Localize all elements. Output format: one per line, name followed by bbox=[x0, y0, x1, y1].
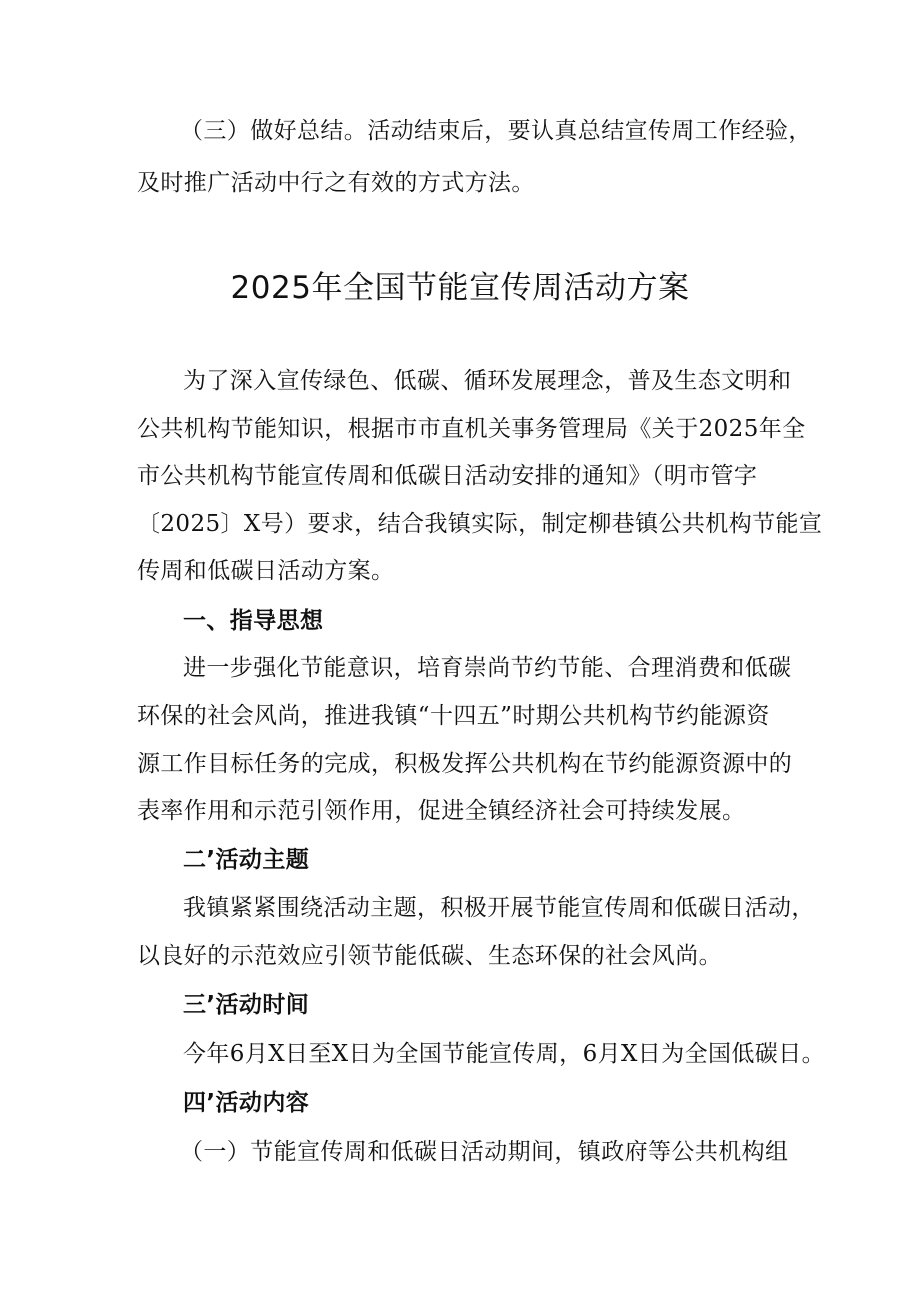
intro-line-4: 〔2025〕X号）要求，结合我镇实际，制定柳巷镇公共机构节能宣 bbox=[137, 511, 823, 537]
document-title: 2025年全国节能宣传周活动方案 bbox=[230, 270, 690, 306]
section-4-line-1: （一）节能宣传周和低碳日活动期间，镇政府等公共机构组 bbox=[180, 1139, 789, 1165]
section-2-line-1: 我镇紧紧围绕活动主题，积极开展节能宣传周和低碳日活动， bbox=[183, 895, 815, 921]
section-1-line-4: 表率作用和示范引领作用，促进全镇经济社会可持续发展。 bbox=[137, 798, 746, 824]
section-2-line-2: 以良好的示范效应引领节能低碳、生态环保的社会风尚。 bbox=[137, 943, 722, 969]
intro-line-1: 为了深入宣传绿色、低碳、循环发展理念，普及生态文明和 bbox=[183, 368, 792, 394]
prev-section-line-1: （三）做好总结。活动结束后，要认真总结宣传周工作经验， bbox=[180, 118, 812, 144]
section-1-line-2: 环保的社会风尚，推进我镇“十四五”时期公共机构节约能源资 bbox=[137, 703, 770, 729]
prev-section-line-2: 及时推广活动中行之有效的方式方法。 bbox=[137, 170, 535, 196]
section-3-line-1: 今年6月X日至X日为全国节能宣传周，6月X日为全国低碳日。 bbox=[183, 1041, 825, 1067]
section-1-line-1: 进一步强化节能意识，培育崇尚节约节能、合理消费和低碳 bbox=[183, 655, 792, 681]
section-1-line-3: 源工作目标任务的完成，积极发挥公共机构在节约能源资源中的 bbox=[137, 751, 793, 777]
section-3-heading: 三’活动时间 bbox=[183, 992, 310, 1018]
intro-line-2: 公共机构节能知识，根据市市直机关事务管理局《关于2025年全 bbox=[137, 416, 806, 442]
intro-line-3: 市公共机构节能宣传周和低碳日活动安排的通知》（明市管字 bbox=[137, 463, 758, 489]
section-4-heading: 四’活动内容 bbox=[183, 1090, 310, 1116]
section-2-heading: 二’活动主题 bbox=[183, 847, 310, 873]
section-1-heading: 一、指导思想 bbox=[183, 608, 324, 634]
intro-line-5: 传周和低碳日活动方案。 bbox=[137, 558, 395, 584]
